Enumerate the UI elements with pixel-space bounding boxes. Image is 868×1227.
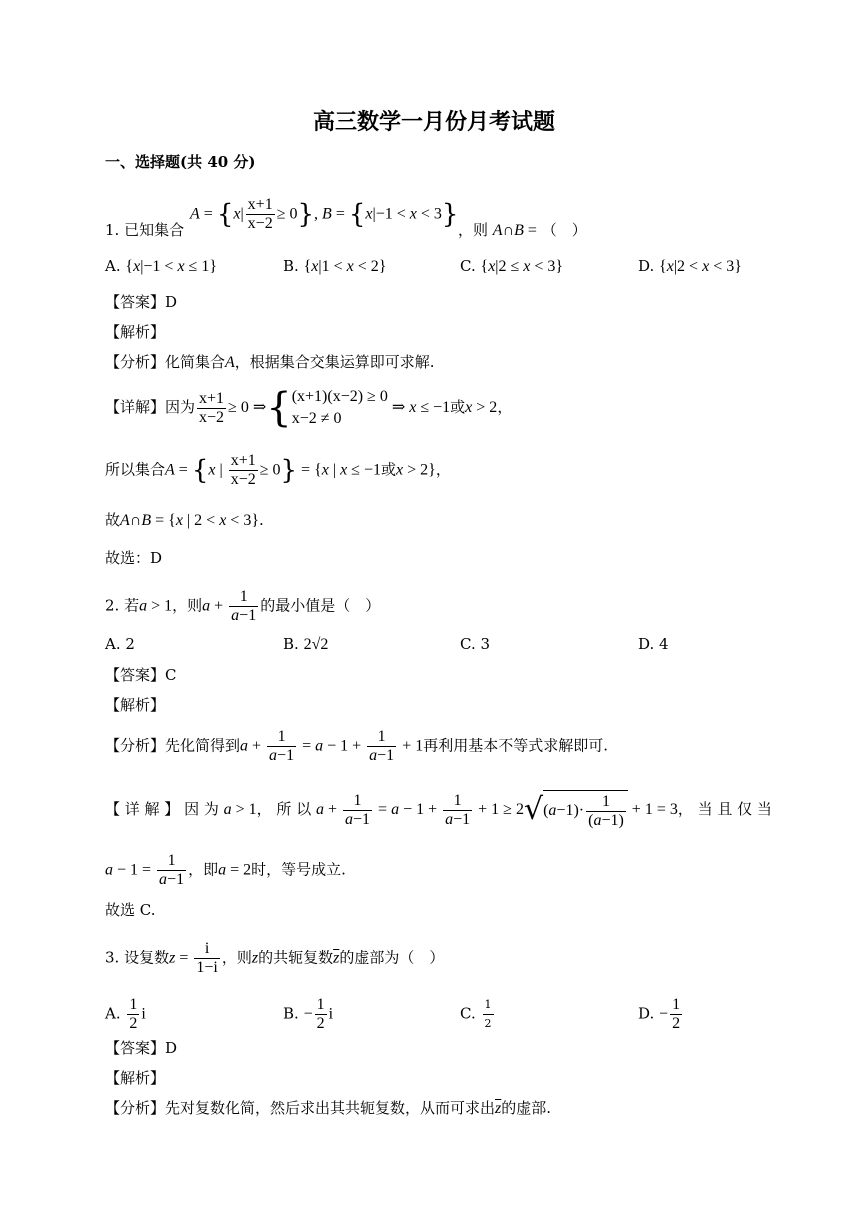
q2-equality-condition: a − 1 = $\frac{1}{a-1}$ ，即a = 2时，等号成立. [105, 852, 346, 888]
page-title: 高三数学一月份月考试题 [312, 109, 555, 135]
q1-option-d: D. {x|2 < x < 3} [638, 257, 742, 275]
q3-option-c: C. $\frac{1}{2}$ [460, 998, 492, 1030]
q2-option-c: C. 3 [460, 635, 491, 653]
section-heading: 一、选择题(共 40 分) [105, 153, 256, 171]
q1-intersection: 故A∩B = {x | 2 < x < 3}. [105, 511, 264, 529]
q1-set-definition: A = {x| $\frac{x+1}{x-2}$ ≥ 0}, B = {x|−1 < x < 3} [190, 196, 459, 232]
q3-option-a: A. $\frac{1}{2}$ i [105, 996, 146, 1032]
q2-choice: 故选 C. [105, 901, 156, 919]
q1-option-a: A. {x|−1 < x ≤ 1} [105, 257, 218, 275]
q1-answer: 【答案】D [105, 293, 178, 311]
q3-answer: 【答案】D [105, 1039, 178, 1057]
q1-analysis-summary: 【分析】化简集合A，根据集合交集运算即可求解. [105, 353, 435, 371]
q3-stem: 3. 设复数z = $\frac{i}{1-i}$ ，则z的共轭复数$\overline{z}$的虚部为（ ） [105, 940, 445, 976]
q3-analysis-heading: 【解析】 [105, 1069, 166, 1087]
q1-option-c: C. {x|2 ≤ x < 3} [460, 257, 564, 275]
q2-answer: 【答案】C [105, 666, 177, 684]
q1-set-result: 所以集合A = {x | $\frac{x+1}{x-2}$ ≥ 0} = {x | x ≤ −1或x > 2}， [105, 452, 451, 488]
q2-analysis-summary: 【分析】先化简得到a + $\frac{1}{a-1}$ = a − 1 + $\frac{1}{a-1}$ + 1再利用基本不等式求解即可. [105, 728, 608, 764]
q1-detail: 【详解】因为 $\frac{x+1}{x-2}$ ≥ 0 ⇒{ (x+1)(x−2) ≥ 0 x−2 ≠ 0 ⇒ x ≤ −1或x > 2， [105, 385, 513, 431]
q1-stem: 1. 已知集合 [105, 221, 185, 239]
q3-analysis-summary: 【分析】先对复数化简，然后求出其共轭复数，从而可求出$\overline{z}$的虚部. [105, 1099, 552, 1117]
q3-option-d: D. − $\frac{1}{2}$ [638, 996, 681, 1032]
q1-choice: 故选：D [105, 549, 163, 567]
q2-option-a: A. 2 [105, 635, 135, 653]
q1-analysis-heading: 【解析】 [105, 323, 166, 341]
q1-option-b: B. {x|1 < x < 2} [283, 257, 387, 275]
q2-option-d: D. 4 [638, 635, 669, 653]
q2-analysis-heading: 【解析】 [105, 696, 166, 714]
q2-option-b: B. 2√2 [283, 635, 329, 653]
q2-stem: 2. 若a > 1，则a + $\frac{1}{a-1}$ 的最小值是（ ） [105, 588, 381, 624]
q2-detail: 【 详 解 】 因 为 a > 1， 所 以 a + $\frac{1}{a-1}$ = a − 1 + $\frac{1}{a-1}$ + 1 ≥ 2√(a−1)· $\frac{1}{(a-1)}$ + 1 = 3， 当 且 仅 当 [105, 791, 772, 829]
q1-stem-end: ，则 A∩B = （ ） [458, 221, 587, 239]
q3-option-b: B. − $\frac{1}{2}$ i [283, 996, 334, 1032]
